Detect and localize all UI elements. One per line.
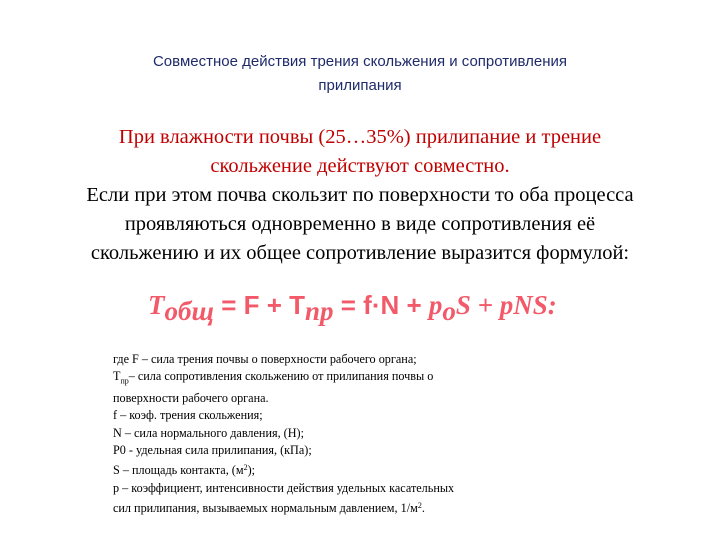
- intro-line-3: Если при этом почва скользит по поверхности то оба процесса: [86, 184, 634, 206]
- definition-sup: 2: [243, 463, 248, 473]
- formula-t2-sub: пр: [305, 296, 334, 326]
- definition-line: f – коэф. трения скольжения;: [113, 408, 263, 423]
- formula-t-sub: общ: [164, 296, 214, 326]
- definition-sup: 2: [417, 500, 422, 510]
- definitions-list: [113, 351, 633, 517]
- definition-line: [113, 497, 633, 517]
- definition-line: [113, 368, 633, 390]
- title-line-1: Совместное действия трения скольжения и сопротивления: [152, 53, 568, 70]
- title-line-2: прилипания: [318, 77, 402, 94]
- definition-line: где F – сила трения почвы о поверхности рабочего органа;: [113, 352, 417, 366]
- formula-rest: S + pNS:: [455, 290, 557, 320]
- definition-line: поверхности рабочего органа.: [113, 391, 269, 406]
- slide-title: [60, 50, 660, 98]
- definition-t: T: [113, 369, 121, 384]
- intro-red-line-1: При влажности почвы (25…35%) прилипание и трение: [118, 126, 602, 148]
- definition-line: Р0 - удельная сила прилипания, (кПа);: [113, 442, 312, 457]
- intro-line-5: скольжению и их общее сопротивление выразится формулой:: [90, 242, 630, 264]
- intro-line-4: проявляються одновременно в виде сопротивления её: [124, 213, 596, 235]
- definition-text: сил прилипания, вызываемых нормальным давлением, 1/м: [113, 500, 418, 515]
- definition-line: N – сила нормального давления, (Н);: [113, 425, 304, 440]
- formula-t: T: [148, 290, 165, 320]
- formula-p: p: [428, 290, 443, 320]
- definition-t-sub: пр: [120, 376, 129, 386]
- definition-line: [113, 459, 633, 479]
- intro-paragraph: [30, 123, 690, 268]
- definition-text: S – площадь контакта, (м: [113, 463, 244, 478]
- definition-line: p – коэффициент, интенсивности действия удельных касательных: [113, 480, 455, 495]
- intro-red-line-2: скольжение действуют совместно.: [210, 155, 510, 177]
- formula-eq-f-plus-t: = F + T: [213, 290, 305, 320]
- resistance-formula: [148, 290, 618, 336]
- definition-text: – сила сопротивления скольжению от прилипания почвы о: [128, 369, 434, 384]
- definition-text: );: [247, 463, 256, 478]
- definition-text: .: [421, 500, 425, 515]
- formula-p-sub: o: [442, 296, 456, 326]
- formula-eq-fn: = f·N +: [333, 290, 429, 320]
